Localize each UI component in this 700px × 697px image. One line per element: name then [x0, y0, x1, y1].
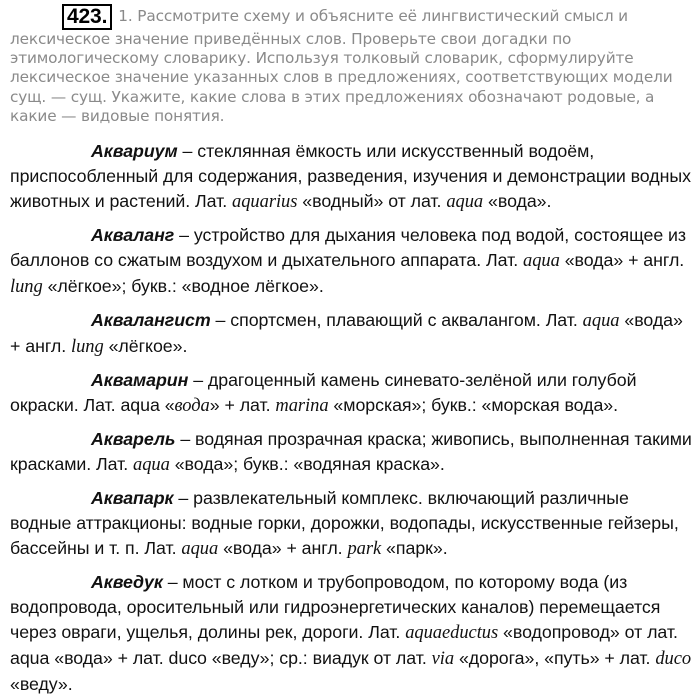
- entry-akvamarin: [10, 368, 692, 419]
- entry-etymon: aquaeductus: [405, 623, 499, 644]
- entry-term: Акварель: [91, 429, 176, 450]
- entry-text: – драгоценный камень синевато-зелёной или голубой окраски. Лат. aqua «: [10, 370, 637, 416]
- entry-etymon: via: [431, 649, 455, 670]
- entry-term: Аквалангист: [91, 310, 211, 331]
- entry-text: – развлекательный комплекс. включающий различные водные аттракционы: водные горки, дорожки, водопады, искусственные гейзеры, бассейны и т. п. Лат.: [10, 488, 679, 559]
- entry-etymon: aqua: [133, 455, 170, 476]
- entry-text: «веду».: [10, 674, 73, 695]
- entry-akveduk: [10, 570, 692, 697]
- entry-text: – мост с лотком и трубопроводом, по которому вода (из водопровода, оросительный или гидроэнергетических каналов) перемещается через овраги, ущелья, долины рек, дороги. Лат.: [10, 572, 661, 643]
- entry-term: Акведук: [91, 572, 163, 593]
- entry-etymon: вода: [174, 396, 210, 417]
- entry-text: «парк».: [381, 538, 448, 559]
- entry-etymon: aqua: [523, 251, 560, 272]
- entry-term: Аквариум: [91, 141, 178, 162]
- entry-akvalangist: [10, 308, 692, 360]
- entry-text: «лёгкое».: [103, 336, 188, 357]
- entry-etymon: aqua: [582, 311, 620, 332]
- entry-text: – спортсмен, плавающий с аквалангом. Лат.: [210, 310, 583, 331]
- entry-text: – водяная прозрачная краска; живопись, выполненная такими красками. Лат.: [10, 429, 692, 475]
- entry-etymon: park: [347, 539, 382, 560]
- entry-text: «вода».: [483, 191, 552, 212]
- task-text: 1. Рассмотрите схему и объясните её лингвистический смысл и лексическое значение приведённых слов. Проверьте свои догадки по этимологическому словарику. Используя толковый словарик, сформулируйте лексическое значение указанных слов в предложениях, соответствующих модели сущ. — сущ. Укажите, какие слова в этих предложениях обозначают родовые, а какие — видовые понятия.: [10, 7, 673, 125]
- entry-text: «водопровод» от лат. aqua «вода» + лат. duco «веду»; ср.: виадук от лат.: [10, 622, 678, 669]
- entry-text: «дорога», «путь» + лат.: [454, 648, 656, 669]
- task-instructions: [10, 4, 692, 126]
- entry-text: – стеклянная ёмкость или искусственный водоём, приспособленный для содержания, разведения, изучения и демонстрации водных животных и растений. Лат.: [10, 141, 691, 212]
- entry-etymon: aquarius: [232, 192, 298, 213]
- entry-etymon: lung: [70, 337, 104, 358]
- entry-akvarel: [10, 427, 692, 478]
- entry-text: «вода» + англ.: [559, 250, 685, 271]
- exercise-number: 423.: [62, 4, 112, 30]
- entry-term: Аквапарк: [91, 488, 174, 509]
- entry-text: «вода» + англ.: [218, 538, 348, 559]
- entry-term: Акваланг: [91, 225, 175, 246]
- entry-etymon: duco: [655, 649, 692, 670]
- entry-etymon: aqua: [181, 539, 219, 560]
- entry-text: «водный» от лат.: [297, 191, 447, 212]
- entry-text: » + лат.: [209, 395, 276, 416]
- entry-akvapark: [10, 486, 692, 562]
- entry-text: «вода»; букв.: «водяная краска».: [169, 454, 445, 475]
- entry-etymon: aqua: [446, 192, 484, 213]
- entry-text: «вода» + англ.: [10, 310, 683, 357]
- entry-text: – устройство для дыхания человека под водой, состоящее из баллонов со сжатым воздухом и дыхательного аппарата. Лат.: [10, 225, 687, 271]
- entry-etymon: lung: [10, 277, 43, 298]
- entry-akvarium: [10, 139, 692, 215]
- entry-etymon: marina: [275, 396, 329, 417]
- entry-text: «морская»; букв.: «морская вода».: [328, 395, 619, 416]
- entry-akvalang: [10, 223, 692, 300]
- entry-text: «лёгкое»; букв.: «водное лёгкое».: [42, 276, 324, 297]
- entry-term: Аквамарин: [91, 370, 189, 391]
